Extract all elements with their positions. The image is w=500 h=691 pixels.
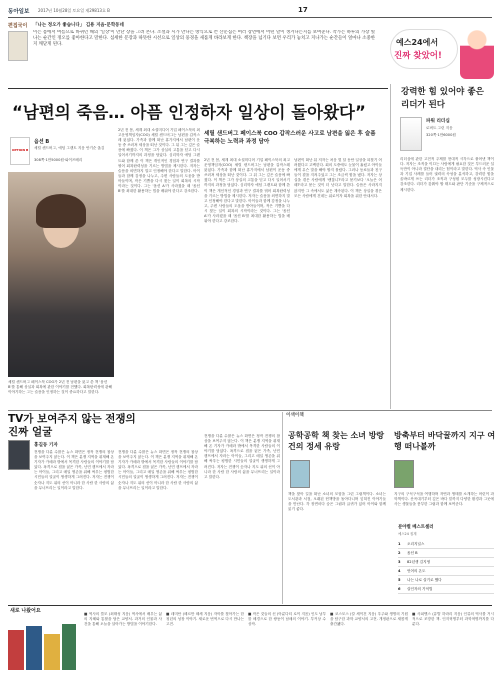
bestseller-rows [398,540,494,594]
book-review-1-headline: 공학공학 책 찾는 소녀 방랑건의 정세 유랑 [288,431,385,451]
intro-badge: 편집국이 [8,23,28,29]
bestseller-book-title: 오리지널스 [407,542,425,546]
side-column-divider [390,84,391,409]
bestseller-rank: 3 [398,560,401,564]
new-books-col-5: ■ 사피엔스 (유발 하라리 지음) 인류의 역사를 거시적으로 조망한 책. 인지혁명부터 과학혁명까지를 다룬다. [412,612,494,627]
book-review-2-headline: 방축부터 바닥꿀까지 지구 여행 떠나볼까 [394,431,496,451]
main-article-col-3: 남편이 떠난 뒤 저자는 처음 몇 달 동안 일상을 되찾기 어려웠다고 고백한다. 회의 도중에도 눈물이 흘렀고 아이들에게 무슨 말을 해야 할지 몰랐다. 그러나 동료들과 친구들이 곁을 지켜주었고 그는 조금씩 힘을 냈다. 저자는 상실을 겪은 사람에게 '괜찮니?'라고 묻기보다 '오늘은 어때?'라고 묻는 것이 더 낫다고 말한다. 슬픔은 사라지지 않지만 그 속에서도 삶은 계속된다. 이 책은 상실을 겪은 모든 사람에게 건네는 위로이자 회복을 위한 안내서다. [294,158,382,198]
paper-name: 동아일보 [8,9,30,15]
main-article-col-2: 2년 전 봄, 세계 최대 소셜미디어 기업 페이스북의 최고운영책임자(COO) 셰릴 샌드버그는 남편을 갑작스레 잃었다. 가족과 함께 떠난 휴가지에서 남편이 운동 중 쓰러져 세상을 떠난 것이다. 그 뒤 그는 깊은 슬픔에 빠졌다. 이 책은 그가 상실의 고통을 딛고 다시 일어서기까지의 과정을 담았다. 심리학자 애덤 그랜트와 함께 쓴 이 책은 개인적인 경험과 연구 결과를 엮어 회복탄력성을 기르는 방법을 제시한다. 저자는 슬픔을 외면하지 말고 인정해야 한다고 말한다. 아이들과 함께 감정을 나누고, 주변 사람들의 도움을 받아들이며, 작은 기쁨을 다시 찾는 일이 회복의 시작이라는 것이다. 그는 '옵션 A'가 사라졌을 때 '옵션 B'를 최대한 활용하는 법을 배워야 한다고 강조한다. [204,158,290,224]
main-headline: “남편의 죽음… 아픔 인정하자 일상이 돌아왔다” [12,103,366,122]
main-book-title: 옵션 B [34,139,50,145]
bestseller-book-title: 언어의 온도 [407,569,426,573]
new-books-col-1: ■ 역사의 쓸모 (최태성 지음) 역사에서 배우는 삶의 지혜와 통찰을 담은 교양서. 과거의 인물과 사건을 통해 오늘을 살아가는 방법을 이야기한다. [84,612,162,627]
bestseller-title: 분야별 베스트셀러 [398,525,434,530]
bestseller-row [398,549,494,558]
opinion-body-3: 전쟁을 다룬 수많은 뉴스 화면은 정작 전쟁의 참상을 보여주지 않는다. 이 책은 분쟁 지역을 취재해 온 기자가 카메라 밖에서 목격한 사람들의 이야기를 담았다. 폭격으로 집을 잃은 가족, 난민 캠프에서 자라는 아이들, 그리고 매일 생존을 위해 싸우는 평범한 시민들의 얼굴이 생생하게 그려진다. 저자는 전쟁이 숫자나 지도 위의 선이 아니라 한 사람 한 사람의 삶을 무너뜨리는 일이라고 말한다. [204,434,280,479]
ad-line-1: 예스24에서 [396,38,439,47]
book-review-2-cover [394,460,414,488]
side-book-body: 리더십에 관한 고전적 주제를 현대적 시각으로 풀어낸 책이다. 저자는 조직을 이끄는 사람에게 필요한 것은 부드러운 설득만이 아니라 결단을 내리는 힘이라고 말한다. 역사 속 인물과 기업 사례를 들어 권력의 속성을 분석하고, 강력한 힘을 올바르게 쓰는 리더가 조직과 구성원 모두를 성장시킨다고 강조한다. 리더가 갖춰야 할 태도와 판단 기준을 구체적으로 제시한다. [400,157,494,192]
opinion-body-1: 전쟁을 다룬 수많은 뉴스 화면은 정작 전쟁의 참상을 보여주지 않는다. 이 책은 분쟁 지역을 취재해 온 기자가 카메라 밖에서 목격한 사람들의 이야기를 담았다. 폭격으로 집을 잃은 가족, 난민 캠프에서 자라는 아이들, 그리고 매일 생존을 위해 싸우는 평범한 시민들의 얼굴이 생생하게 그려진다. 저자는 전쟁이 숫자나 지도 위의 선이 아니라 한 사람 한 사람의 삶을 무너뜨리는 일이라고 말한다. [34,450,114,490]
intro-book-cover [8,31,28,61]
side-book-price: 320쪽·1만6000원 [426,133,456,137]
new-books-col-2: ■ 데미안 (헤르만 헤세 지음) 자아를 찾아가는 한 청년의 성장 이야기. 새로운 번역으로 다시 만나는 고전. [166,612,244,627]
ad-line-2: 진짜 찾았어! [394,51,442,61]
bestseller-row [398,585,494,594]
main-photo [8,172,114,377]
new-books-label: 새로 나왔어요 [10,608,41,614]
bestseller-row [398,558,494,567]
side-book-cover [400,117,422,151]
ad-banner[interactable] [390,19,498,81]
intro-body: 이는 봄에서 여름으로 바뀌던 해의 '일상'이 만난 장을 그려 본다. 소설과 시가 만나는 방식으로 쓴 산문집은 여러 장면에서 어떤 말이 생겨나는지를 보여준다. 작가는 하루의 가장 빛나는 순간인 정오를 좋아한다고 말한다. 섬세한 문장과 따뜻한 시선으로 일상의 풍경을 새롭게 바라보게 한다. 책장을 넘기다 보면 우리가 놓치고 지나가는 순간들이 얼마나 소중한지 깨닫게 된다. [33,30,375,47]
bestseller-rank: 1 [398,542,401,546]
bestseller-rank: 4 [398,569,401,573]
bestseller-row [398,540,494,549]
opinion-book-cover [8,440,30,470]
bestseller-book-title: 82년생 김지영 [407,560,431,564]
bestseller-book-title: 살인자의 기억법 [407,587,433,591]
date-line: 2017년 10월28일 토요일 제29813호 B [38,8,110,13]
main-book-price: 308쪽·1만5000원·와이즈베리 [34,158,83,162]
section-label: 이색이책 [286,413,304,418]
main-article-lead: 셰릴 샌드버그 페이스북 COO 갑작스러운 사고로 남편을 잃은 후 슬픔 극복하는 노력과 과정 담아 [204,131,376,145]
bestseller-row [398,576,494,585]
bestseller-row [398,567,494,576]
main-book-cover-label: OPTION B [12,148,29,152]
masthead-rule [8,17,492,18]
bestseller-book-title: 나는 나로 살기로 했다 [407,578,442,582]
side-headline: 강력한 힘 있어야 좋은 리더가 된다 [401,87,484,110]
opinion-headline: TV가 보여주지 않는 전쟁의 진짜 얼굴 [8,413,136,438]
side-book-author: 로버트 그린 지음 [426,126,453,130]
new-books-top-rule [8,605,492,606]
new-books-col-3: ■ 작은 것들의 신 (아룬다티 로이 지음) 인도 남부를 배경으로 한 쌍둥이 남매의 이야기. 부커상 수상작. [248,612,326,627]
book-review-1-body: 책을 찾아 길을 떠난 소녀의 모험을 그린 그림책이다. 소녀는 도서관과 서점, 오래된 헌책방을 돌아다니며 잊혀진 이야기들을 만난다. 각 장면마다 숨은 그림과 글귀가 있어 아이와 함께 읽기 좋다. [288,492,386,512]
bestseller-rank: 5 [398,578,401,582]
main-article-col-1: 2년 전 봄, 세계 최대 소셜미디어 기업 페이스북의 최고운영책임자(COO) 셰릴 샌드버그는 남편을 갑작스레 잃었다. 가족과 함께 떠난 휴가지에서 남편이 운동 중 쓰러져 세상을 떠난 것이다. 그 뒤 그는 깊은 슬픔에 빠졌다. 이 책은 그가 상실의 고통을 딛고 다시 일어서기까지의 과정을 담았다. 심리학자 애덤 그랜트와 함께 쓴 이 책은 개인적인 경험과 연구 결과를 엮어 회복탄력성을 기르는 방법을 제시한다. 저자는 슬픔을 외면하지 말고 인정해야 한다고 말한다. 아이들과 함께 감정을 나누고, 주변 사람들의 도움을 받아들이며, 작은 기쁨을 다시 찾는 일이 회복의 시작이라는 것이다. 그는 '옵션 A'가 사라졌을 때 '옵션 B'를 최대한 활용하는 법을 배워야 한다고 강조한다. [118,128,200,194]
book-review-2-body: 지구의 구석구석을 여행하며 자연과 생태를 소개하는 어린이 과학책이다. 산꼭대기부터 깊은 바다 밑까지 다양한 환경과 그곳에 사는 생물들을 풍부한 그림과 함께 보여준다. [394,492,494,507]
page-number: 17 [298,6,308,14]
bestseller-book-title: 옵션 B [407,551,418,555]
bestseller-rank: 6 [398,587,401,591]
opinion-author: 홍길동 기자 [34,443,58,448]
ad-character-image [460,23,494,79]
new-books-col-4: ■ 코스모스 (칼 세이건 지음) 우주와 생명의 기원을 탐구한 과학 교양서의 고전. 개정판으로 새롭게 출간됐다. [330,612,408,627]
side-book-title: 파워 리더십 [426,119,450,124]
new-books-cover-stack [8,620,78,684]
main-book-author: 셰릴 샌드버그, 애덤 그랜트 지음 안기순 옮김 [34,146,105,150]
opinion-body-2: 전쟁을 다룬 수많은 뉴스 화면은 정작 전쟁의 참상을 보여주지 않는다. 이 책은 분쟁 지역을 취재해 온 기자가 카메라 밖에서 목격한 사람들의 이야기를 담았다. 폭격으로 집을 잃은 가족, 난민 캠프에서 자라는 아이들, 그리고 매일 생존을 위해 싸우는 평범한 시민들의 얼굴이 생생하게 그려진다. 저자는 전쟁이 숫자나 지도 위의 선이 아니라 한 사람 한 사람의 삶을 무너뜨리는 일이라고 말한다. [118,450,198,490]
photo-caption: 셰릴 샌드버그 페이스북 COO가 2년 전 남편을 잃고 쓴 책 '옵션 B'를 통해 상실과 회복에 관한 이야기를 전했다. 회복탄력성에 관해 이야기하는 그는 슬픔을 인정하는 것이 중요하다고 말한다. [8,380,112,395]
headline-top-rule [8,88,388,89]
mid-section-rule [8,410,492,411]
main-book-cover [10,137,30,165]
bestseller-subtitle: 예스24 집계 [398,532,417,536]
book-review-1-cover [290,460,310,488]
bestseller-rank: 2 [398,551,401,555]
opinion-divider [282,412,283,604]
bestseller-panel [398,524,494,604]
intro-title: 「나는 정오가 좋습니다」 김용 지음·문학동네 [33,23,124,28]
